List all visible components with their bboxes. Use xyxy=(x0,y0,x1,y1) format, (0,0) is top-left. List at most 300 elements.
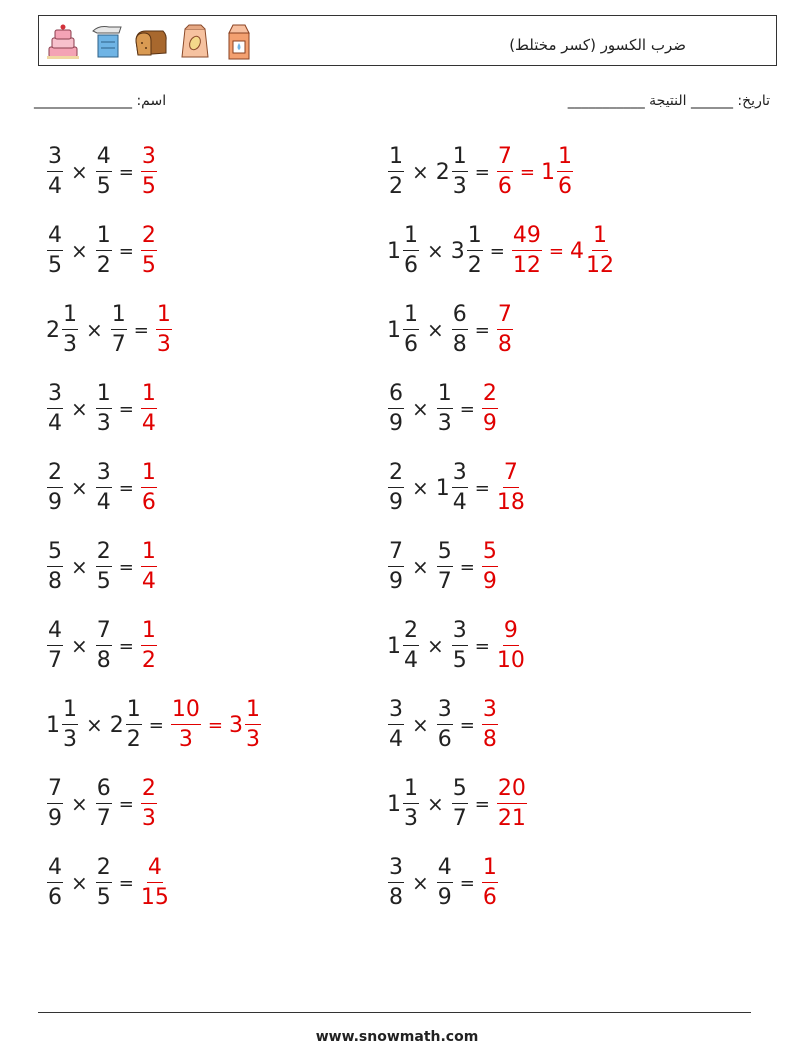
answer-equals-sign: = xyxy=(548,240,564,262)
answer-value-denominator: 8 xyxy=(497,332,512,357)
answer-value-fraction xyxy=(497,146,513,198)
operand-b-denominator: 5 xyxy=(96,174,111,199)
answer-value xyxy=(140,146,158,198)
operand-b xyxy=(110,304,128,356)
answer-mixed-numerator: 1 xyxy=(245,699,261,725)
equals-sign: = xyxy=(118,161,134,183)
times-sign: × xyxy=(71,476,88,500)
operand-a-whole: 1 xyxy=(46,712,60,738)
answer-value-fraction xyxy=(482,699,498,751)
header-icons xyxy=(45,21,257,61)
operand-b-fraction xyxy=(96,383,112,435)
answer-value-numerator: 2 xyxy=(141,778,157,804)
operand-a xyxy=(46,541,64,593)
times-sign: × xyxy=(412,871,429,895)
operand-b xyxy=(95,383,113,435)
operand-a xyxy=(387,225,420,277)
times-sign: × xyxy=(71,397,88,421)
equals-sign: = xyxy=(118,556,134,578)
operand-b-numerator: 7 xyxy=(96,620,112,646)
operand-b-fraction xyxy=(437,699,453,751)
operand-a-denominator: 3 xyxy=(63,727,77,752)
operand-b-fraction xyxy=(96,462,112,514)
equals-sign: = xyxy=(474,319,490,341)
answer-value xyxy=(481,857,499,909)
answer-value-numerator: 7 xyxy=(497,304,513,330)
times-sign: × xyxy=(427,239,444,263)
problem-item xyxy=(46,614,158,678)
operand-b xyxy=(436,383,454,435)
answer-value-numerator: 2 xyxy=(482,383,498,409)
operand-a-fraction xyxy=(62,699,78,751)
operand-a-fraction xyxy=(388,146,404,198)
answer-value-numerator: 3 xyxy=(482,699,498,725)
operand-b xyxy=(95,146,113,198)
equals-sign: = xyxy=(459,398,475,420)
answer-value-numerator: 1 xyxy=(141,462,157,488)
answer-value-fraction xyxy=(141,857,169,909)
answer-value xyxy=(140,620,158,672)
equals-sign: = xyxy=(133,319,149,341)
answer-value-denominator: 9 xyxy=(482,569,497,594)
operand-b-denominator: 2 xyxy=(126,727,141,752)
operand-a xyxy=(46,146,64,198)
operand-b-numerator: 3 xyxy=(96,462,112,488)
operand-a xyxy=(387,778,420,830)
answer-mixed-numerator: 1 xyxy=(557,146,573,172)
operand-b-fraction xyxy=(437,857,453,909)
answer-mixed-whole: 3 xyxy=(228,712,243,738)
answer-value-denominator: 6 xyxy=(141,490,156,515)
operand-a-fraction xyxy=(403,225,419,277)
operand-b-fraction xyxy=(437,383,453,435)
operand-a xyxy=(387,146,405,198)
operand-a-fraction xyxy=(388,857,404,909)
operand-a-numerator: 4 xyxy=(47,225,63,251)
operand-a xyxy=(46,304,79,356)
answer-value xyxy=(496,462,526,514)
answer xyxy=(481,857,499,909)
page-title: ضرب الكسور (كسر مختلط) xyxy=(509,36,686,54)
answer-value-denominator: 2 xyxy=(141,648,156,673)
times-sign: × xyxy=(71,871,88,895)
cup-icon xyxy=(89,21,125,61)
answer-value xyxy=(140,778,158,830)
answer-mixed xyxy=(570,225,615,277)
operand-b xyxy=(95,778,113,830)
operand-b xyxy=(436,146,469,198)
operand-b-denominator: 7 xyxy=(452,806,467,831)
operand-a-denominator: 9 xyxy=(389,569,403,594)
operand-a-fraction xyxy=(47,620,63,672)
answer xyxy=(140,146,158,198)
operand-b xyxy=(436,541,454,593)
operand-a-fraction xyxy=(47,462,63,514)
operand-a-denominator: 3 xyxy=(404,806,418,831)
operand-a-fraction xyxy=(47,541,63,593)
answer-mixed-fraction xyxy=(557,146,573,198)
operand-a-denominator: 6 xyxy=(404,253,418,278)
operand-b-numerator: 4 xyxy=(437,857,453,883)
answer-value xyxy=(140,857,170,909)
operand-a-fraction xyxy=(403,778,419,830)
operand-b-numerator: 1 xyxy=(126,699,142,725)
equals-sign: = xyxy=(459,872,475,894)
operand-a xyxy=(387,383,405,435)
operand-a xyxy=(46,462,64,514)
answer-value-denominator: 15 xyxy=(140,885,169,910)
answer-value-numerator: 1 xyxy=(156,304,172,330)
answer-value-denominator: 9 xyxy=(482,411,497,436)
problem-item xyxy=(387,851,499,915)
operand-b-whole: 1 xyxy=(435,475,450,501)
times-sign: × xyxy=(412,555,429,579)
operand-b-numerator: 4 xyxy=(96,146,112,172)
operand-b-denominator: 3 xyxy=(96,411,111,436)
operand-b-denominator: 2 xyxy=(96,253,111,278)
times-sign: × xyxy=(86,713,103,737)
problem-item xyxy=(387,772,528,836)
operand-b-fraction xyxy=(452,304,468,356)
operand-a-numerator: 1 xyxy=(403,225,419,251)
operand-b-numerator: 6 xyxy=(96,778,112,804)
operand-b-whole: 3 xyxy=(450,238,465,264)
footer-url: www.snowmath.com xyxy=(315,1029,479,1045)
operand-b-fraction xyxy=(452,620,468,672)
times-sign: × xyxy=(71,792,88,816)
operand-b-fraction xyxy=(96,857,112,909)
operand-a-numerator: 2 xyxy=(47,462,63,488)
answer-value-fraction xyxy=(497,778,527,830)
operand-a-fraction xyxy=(388,383,404,435)
answer xyxy=(496,620,526,672)
equals-sign: = xyxy=(474,635,490,657)
operand-a xyxy=(46,699,79,751)
operand-b-denominator: 7 xyxy=(96,806,111,831)
operand-b-denominator: 4 xyxy=(452,490,467,515)
answer-equals-sign: = xyxy=(519,161,535,183)
equals-sign: = xyxy=(459,556,475,578)
times-sign: × xyxy=(412,713,429,737)
operand-a-numerator: 4 xyxy=(47,620,63,646)
answer-value xyxy=(140,462,158,514)
answer xyxy=(140,620,158,672)
operand-b-denominator: 5 xyxy=(452,648,467,673)
operand-a-whole: 1 xyxy=(387,633,401,659)
answer-value-denominator: 5 xyxy=(141,174,156,199)
answer-mixed-numerator: 1 xyxy=(592,225,608,251)
operand-b-numerator: 1 xyxy=(96,383,112,409)
equals-sign: = xyxy=(118,793,134,815)
problem-item xyxy=(46,851,170,915)
answer-value xyxy=(496,778,528,830)
times-sign: × xyxy=(71,555,88,579)
times-sign: × xyxy=(412,397,429,421)
operand-b-numerator: 1 xyxy=(111,304,127,330)
date-score-line: تاريخ: ______ النتيجة ___________ xyxy=(567,93,770,109)
answer-value xyxy=(170,699,202,751)
equals-sign: = xyxy=(474,477,490,499)
operand-a xyxy=(387,857,405,909)
problem-item xyxy=(46,219,158,283)
answer-value xyxy=(140,225,158,277)
operand-b-denominator: 7 xyxy=(437,569,452,594)
answer-value-numerator: 9 xyxy=(503,620,519,646)
answer xyxy=(511,225,615,277)
operand-a-fraction xyxy=(403,620,419,672)
answer-mixed-fraction xyxy=(586,225,614,277)
operand-a-denominator: 9 xyxy=(389,411,403,436)
operand-a-numerator: 1 xyxy=(403,304,419,330)
times-sign: × xyxy=(71,239,88,263)
answer-mixed xyxy=(541,146,574,198)
operand-b-numerator: 3 xyxy=(452,462,468,488)
problem-item xyxy=(387,456,526,520)
operand-a-fraction xyxy=(388,699,404,751)
times-sign: × xyxy=(71,634,88,658)
operand-a-denominator: 6 xyxy=(404,332,418,357)
answer-value-fraction xyxy=(141,383,157,435)
times-sign: × xyxy=(427,318,444,342)
answer-value xyxy=(140,541,158,593)
answer-value-fraction xyxy=(141,146,157,198)
operand-b-denominator: 9 xyxy=(437,885,452,910)
answer-value-fraction xyxy=(171,699,201,751)
operand-a-fraction xyxy=(403,304,419,356)
operand-a-denominator: 3 xyxy=(63,332,77,357)
operand-b xyxy=(451,225,484,277)
times-sign: × xyxy=(427,634,444,658)
milk-carton-icon xyxy=(221,21,257,61)
operand-a-denominator: 4 xyxy=(389,727,403,752)
footer-divider xyxy=(38,1012,751,1013)
problem-item xyxy=(387,535,499,599)
operand-a-whole: 1 xyxy=(387,317,401,343)
operand-a-fraction xyxy=(47,383,63,435)
operand-a xyxy=(387,462,405,514)
answer-value-denominator: 8 xyxy=(482,727,497,752)
answer xyxy=(496,778,528,830)
answer xyxy=(140,462,158,514)
answer-value-numerator: 1 xyxy=(141,620,157,646)
operand-a-numerator: 2 xyxy=(388,462,404,488)
answer-value-denominator: 3 xyxy=(156,332,171,357)
answer-value xyxy=(481,383,499,435)
operand-b xyxy=(451,620,469,672)
operand-a-whole: 1 xyxy=(387,791,401,817)
answer-value-fraction xyxy=(141,620,157,672)
answer xyxy=(140,541,158,593)
operand-a-numerator: 4 xyxy=(47,857,63,883)
operand-b-fraction xyxy=(126,699,142,751)
answer xyxy=(496,304,514,356)
answer-value-numerator: 49 xyxy=(512,225,542,251)
answer-value-fraction xyxy=(141,541,157,593)
answer xyxy=(481,541,499,593)
operand-a-numerator: 1 xyxy=(62,699,78,725)
answer-value-numerator: 3 xyxy=(141,146,157,172)
operand-a xyxy=(46,620,64,672)
operand-a-denominator: 4 xyxy=(48,411,62,436)
answer-value-denominator: 3 xyxy=(178,727,193,752)
operand-a-denominator: 2 xyxy=(389,174,403,199)
operand-a-whole: 1 xyxy=(387,238,401,264)
operand-a-numerator: 7 xyxy=(47,778,63,804)
operand-b-fraction xyxy=(467,225,483,277)
operand-a-fraction xyxy=(47,146,63,198)
header-box xyxy=(38,15,777,66)
answer-value-fraction xyxy=(497,620,525,672)
answer-value-fraction xyxy=(156,304,172,356)
answer-value-fraction xyxy=(141,462,157,514)
problem-item xyxy=(46,772,158,836)
operand-b-fraction xyxy=(437,541,453,593)
operand-b-numerator: 1 xyxy=(437,383,453,409)
operand-b-numerator: 6 xyxy=(452,304,468,330)
operand-b xyxy=(95,541,113,593)
problem-item xyxy=(46,140,158,204)
equals-sign: = xyxy=(459,714,475,736)
operand-b xyxy=(95,857,113,909)
answer xyxy=(155,304,173,356)
equals-sign: = xyxy=(118,872,134,894)
name-line: اسم: ______________ xyxy=(34,93,167,109)
answer-value-numerator: 7 xyxy=(497,146,513,172)
answer-mixed-whole: 1 xyxy=(540,159,555,185)
operand-b-denominator: 5 xyxy=(96,569,111,594)
answer-value-fraction xyxy=(512,225,542,277)
operand-b-fraction xyxy=(96,620,112,672)
problem-item xyxy=(387,693,499,757)
answer-value-fraction xyxy=(482,857,498,909)
operand-a-numerator: 5 xyxy=(47,541,63,567)
answer xyxy=(140,383,158,435)
flour-bag-icon xyxy=(177,21,213,61)
operand-b-fraction xyxy=(452,778,468,830)
answer-mixed-denominator: 3 xyxy=(245,727,260,752)
answer-value-numerator: 20 xyxy=(497,778,527,804)
answer-value-fraction xyxy=(497,304,513,356)
equals-sign: = xyxy=(118,477,134,499)
operand-a-fraction xyxy=(388,541,404,593)
operand-a-denominator: 8 xyxy=(389,885,403,910)
answer xyxy=(170,699,262,751)
operand-a-numerator: 7 xyxy=(388,541,404,567)
operand-b xyxy=(110,699,143,751)
operand-b xyxy=(95,620,113,672)
operand-a-fraction xyxy=(388,462,404,514)
answer-value-denominator: 21 xyxy=(497,806,526,831)
operand-b-numerator: 5 xyxy=(452,778,468,804)
answer-value-numerator: 10 xyxy=(171,699,201,725)
operand-b-denominator: 4 xyxy=(96,490,111,515)
operand-a-numerator: 3 xyxy=(47,146,63,172)
answer xyxy=(140,225,158,277)
answer-value-fraction xyxy=(482,541,498,593)
answer xyxy=(140,857,170,909)
answer-value-numerator: 4 xyxy=(147,857,163,883)
operand-a-numerator: 3 xyxy=(47,383,63,409)
operand-a-denominator: 9 xyxy=(48,490,62,515)
operand-a-denominator: 5 xyxy=(48,253,62,278)
problem-item xyxy=(387,377,499,441)
operand-a-denominator: 4 xyxy=(48,174,62,199)
operand-a xyxy=(46,857,64,909)
operand-b-fraction xyxy=(452,146,468,198)
answer-mixed-fraction xyxy=(245,699,261,751)
times-sign: × xyxy=(412,476,429,500)
answer-value-fraction xyxy=(482,383,498,435)
operand-b xyxy=(436,462,469,514)
operand-a-numerator: 2 xyxy=(403,620,419,646)
operand-a-denominator: 8 xyxy=(48,569,62,594)
equals-sign: = xyxy=(148,714,164,736)
operand-a-fraction xyxy=(47,857,63,909)
operand-b xyxy=(436,857,454,909)
times-sign: × xyxy=(71,160,88,184)
operand-b-numerator: 2 xyxy=(96,857,112,883)
answer-value-numerator: 7 xyxy=(503,462,519,488)
answer-value xyxy=(496,146,514,198)
answer-value-fraction xyxy=(141,778,157,830)
answer-value-numerator: 1 xyxy=(141,541,157,567)
answer xyxy=(496,146,574,198)
problem-item xyxy=(46,693,262,757)
answer-equals-sign: = xyxy=(207,714,223,736)
answer-value-denominator: 10 xyxy=(496,648,525,673)
answer-mixed-denominator: 6 xyxy=(557,174,572,199)
answer-value-denominator: 12 xyxy=(512,253,541,278)
operand-b-fraction xyxy=(96,225,112,277)
operand-b-fraction xyxy=(452,462,468,514)
cake-icon xyxy=(45,21,81,61)
operand-a-denominator: 9 xyxy=(48,806,62,831)
times-sign: × xyxy=(427,792,444,816)
answer-value xyxy=(140,383,158,435)
operand-b xyxy=(436,699,454,751)
answer-value-denominator: 4 xyxy=(141,569,156,594)
answer-value xyxy=(496,304,514,356)
operand-a-fraction xyxy=(47,225,63,277)
operand-a-fraction xyxy=(47,778,63,830)
problem-item xyxy=(46,377,158,441)
answer-value-denominator: 3 xyxy=(141,806,156,831)
problem-item xyxy=(387,614,526,678)
operand-b-whole: 2 xyxy=(435,159,450,185)
operand-b-fraction xyxy=(96,541,112,593)
answer-value xyxy=(496,620,526,672)
operand-b-numerator: 1 xyxy=(452,146,468,172)
operand-b-denominator: 7 xyxy=(111,332,126,357)
operand-b-numerator: 1 xyxy=(96,225,112,251)
operand-a-numerator: 1 xyxy=(62,304,78,330)
operand-b-fraction xyxy=(96,146,112,198)
operand-b-denominator: 5 xyxy=(96,885,111,910)
problem-item xyxy=(46,456,158,520)
answer-mixed-denominator: 12 xyxy=(585,253,614,278)
operand-b xyxy=(451,778,469,830)
answer-value-numerator: 2 xyxy=(141,225,157,251)
operand-b-denominator: 2 xyxy=(467,253,482,278)
operand-a-denominator: 9 xyxy=(389,490,403,515)
answer-value-numerator: 1 xyxy=(141,383,157,409)
operand-a xyxy=(387,541,405,593)
operand-a xyxy=(46,778,64,830)
operand-b-denominator: 8 xyxy=(452,332,467,357)
operand-b-whole: 2 xyxy=(109,712,124,738)
operand-b-numerator: 3 xyxy=(437,699,453,725)
operand-b-denominator: 3 xyxy=(452,174,467,199)
